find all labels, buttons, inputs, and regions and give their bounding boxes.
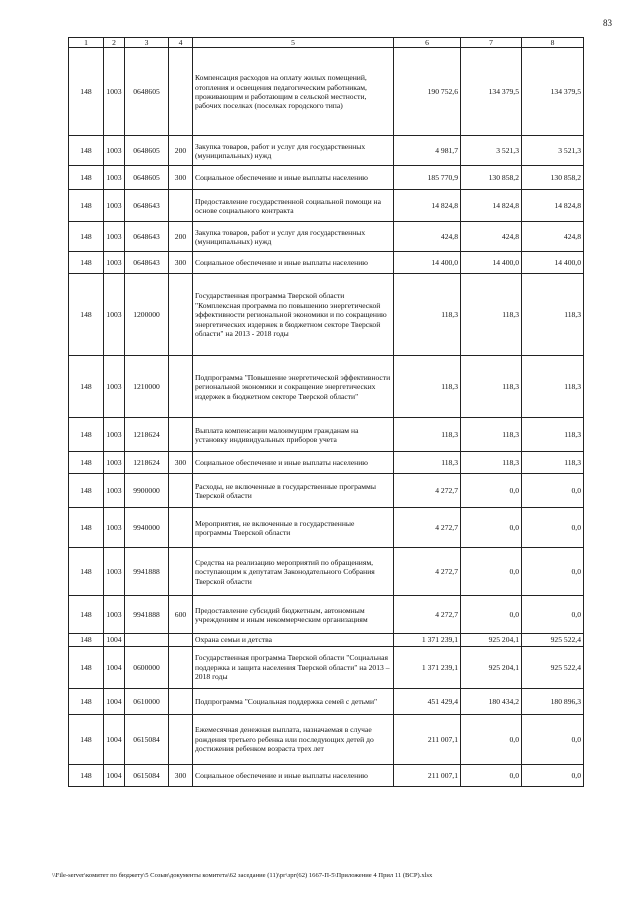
amount-cell-3: 134 379,5: [522, 48, 584, 136]
expense-type-cell: 200: [169, 222, 193, 252]
admin-code-cell: 148: [69, 222, 104, 252]
section-code-cell: 1004: [104, 764, 125, 786]
target-code-cell: 0648643: [125, 190, 169, 222]
header-cell: 7: [461, 38, 522, 48]
expense-type-cell: 300: [169, 764, 193, 786]
expense-type-cell: [169, 356, 193, 418]
description-cell: Предоставление государственной социальной помощи на основе социального контракта: [193, 190, 394, 222]
section-code-cell: 1004: [104, 714, 125, 764]
amount-cell-2: 3 521,3: [461, 136, 522, 166]
table-row: [69, 634, 584, 646]
header-cell: 6: [394, 38, 461, 48]
header-cell: 5: [193, 38, 394, 48]
amount-cell-1: 1 371 239,1: [394, 634, 461, 646]
amount-cell-1: 185 770,9: [394, 166, 461, 190]
target-code-cell: 9900000: [125, 474, 169, 508]
page-number: 83: [603, 18, 612, 28]
expense-type-cell: [169, 634, 193, 646]
section-code-cell: 1003: [104, 474, 125, 508]
amount-cell-3: 0,0: [522, 764, 584, 786]
amount-cell-3: 3 521,3: [522, 136, 584, 166]
section-code-cell: 1003: [104, 508, 125, 548]
header-cell: 1: [69, 38, 104, 48]
amount-cell-1: 211 007,1: [394, 764, 461, 786]
section-code-cell: 1003: [104, 452, 125, 474]
description-cell: Выплата компенсации малоимущим гражданам на установку индивидуальных приборов учета: [193, 418, 394, 452]
amount-cell-3: 14 400,0: [522, 252, 584, 274]
amount-cell-1: 14 400,0: [394, 252, 461, 274]
amount-cell-1: 4 272,7: [394, 474, 461, 508]
table-row: [69, 274, 584, 356]
table-row: [69, 166, 584, 190]
section-code-cell: 1004: [104, 646, 125, 688]
description-cell: Государственная программа Тверской области "Социальная поддержка и защита населения Тверской области" на 2013 – 2018 годы: [193, 646, 394, 688]
amount-cell-2: 0,0: [461, 548, 522, 596]
admin-code-cell: 148: [69, 136, 104, 166]
table-row: [69, 452, 584, 474]
admin-code-cell: 148: [69, 274, 104, 356]
amount-cell-2: 925 204,1: [461, 634, 522, 646]
amount-cell-3: 118,3: [522, 418, 584, 452]
admin-code-cell: 148: [69, 764, 104, 786]
section-code-cell: 1003: [104, 166, 125, 190]
amount-cell-1: 118,3: [394, 418, 461, 452]
description-cell: Ежемесячная денежная выплата, назначаемая в случае рождения третьего ребенка или последующих детей до достижения ребенком возраста трех лет: [193, 714, 394, 764]
target-code-cell: 0648605: [125, 166, 169, 190]
description-cell: Социальное обеспечение и иные выплаты населению: [193, 764, 394, 786]
amount-cell-2: 0,0: [461, 474, 522, 508]
amount-cell-2: 118,3: [461, 452, 522, 474]
expense-type-cell: [169, 418, 193, 452]
expense-type-cell: [169, 688, 193, 714]
admin-code-cell: 148: [69, 548, 104, 596]
target-code-cell: 0615084: [125, 714, 169, 764]
table-row: [69, 48, 584, 136]
header-cell: 3: [125, 38, 169, 48]
amount-cell-2: 424,8: [461, 222, 522, 252]
amount-cell-2: 14 824,8: [461, 190, 522, 222]
expense-type-cell: [169, 646, 193, 688]
header-cell: 2: [104, 38, 125, 48]
admin-code-cell: 148: [69, 688, 104, 714]
description-cell: Предоставление субсидий бюджетным, автономным учреждениям и иным некоммерческим организациям: [193, 596, 394, 634]
section-code-cell: 1004: [104, 634, 125, 646]
amount-cell-1: 14 824,8: [394, 190, 461, 222]
target-code-cell: 1218624: [125, 452, 169, 474]
amount-cell-2: 180 434,2: [461, 688, 522, 714]
target-code-cell: 9941888: [125, 596, 169, 634]
amount-cell-1: 1 371 239,1: [394, 646, 461, 688]
description-cell: Закупка товаров, работ и услуг для государственных (муниципальных) нужд: [193, 136, 394, 166]
table-row: [69, 252, 584, 274]
section-code-cell: 1003: [104, 356, 125, 418]
admin-code-cell: 148: [69, 418, 104, 452]
admin-code-cell: 148: [69, 634, 104, 646]
table-row: [69, 222, 584, 252]
target-code-cell: 0600000: [125, 646, 169, 688]
amount-cell-1: 451 429,4: [394, 688, 461, 714]
description-cell: Расходы, не включенные в государственные программы Тверской области: [193, 474, 394, 508]
amount-cell-1: 4 981,7: [394, 136, 461, 166]
description-cell: Социальное обеспечение и иные выплаты населению: [193, 166, 394, 190]
target-code-cell: 0648605: [125, 136, 169, 166]
section-code-cell: 1003: [104, 548, 125, 596]
amount-cell-2: 118,3: [461, 356, 522, 418]
description-cell: Подпрограмма "Повышение энергетической эффективности региональной экономики и сокращение энергетических издержек в бюджетном секторе Тверской области": [193, 356, 394, 418]
target-code-cell: 1200000: [125, 274, 169, 356]
amount-cell-1: 118,3: [394, 356, 461, 418]
admin-code-cell: 148: [69, 190, 104, 222]
admin-code-cell: 148: [69, 452, 104, 474]
budget-table: [68, 37, 584, 787]
target-code-cell: 0648643: [125, 222, 169, 252]
table-row: [69, 688, 584, 714]
target-code-cell: [125, 634, 169, 646]
amount-cell-3: 0,0: [522, 596, 584, 634]
section-code-cell: 1004: [104, 688, 125, 714]
amount-cell-2: 925 204,1: [461, 646, 522, 688]
target-code-cell: 0610000: [125, 688, 169, 714]
target-code-cell: 1210000: [125, 356, 169, 418]
admin-code-cell: 148: [69, 48, 104, 136]
amount-cell-3: 118,3: [522, 452, 584, 474]
amount-cell-2: 0,0: [461, 714, 522, 764]
amount-cell-1: 4 272,7: [394, 548, 461, 596]
file-path-footer: \\File-server\комитет по бюджету\5 Созыв\документы комитета\62 заседание (11)\рг\зрг(62) 1667-П-5\Приложение 4 Прил 11 (ВСР).xlsx: [52, 872, 433, 879]
amount-cell-2: 0,0: [461, 596, 522, 634]
amount-cell-3: 925 522,4: [522, 646, 584, 688]
amount-cell-2: 130 858,2: [461, 166, 522, 190]
amount-cell-3: 130 858,2: [522, 166, 584, 190]
section-code-cell: 1003: [104, 222, 125, 252]
amount-cell-1: 4 272,7: [394, 508, 461, 548]
target-code-cell: 0648605: [125, 48, 169, 136]
target-code-cell: 1218624: [125, 418, 169, 452]
section-code-cell: 1003: [104, 48, 125, 136]
target-code-cell: 9940000: [125, 508, 169, 548]
expense-type-cell: [169, 274, 193, 356]
expense-type-cell: 200: [169, 136, 193, 166]
admin-code-cell: 148: [69, 474, 104, 508]
table-row: [69, 714, 584, 764]
target-code-cell: 0648643: [125, 252, 169, 274]
amount-cell-1: 4 272,7: [394, 596, 461, 634]
amount-cell-3: 118,3: [522, 356, 584, 418]
description-cell: Государственная программа Тверской области "Комплексная программа по повышению энергетической эффективности региональной экономики и по сокращению энергетических издержек в бюджетном секторе Тверской области" на 2013 - 2018 годы: [193, 274, 394, 356]
expense-type-cell: 600: [169, 596, 193, 634]
expense-type-cell: [169, 548, 193, 596]
amount-cell-3: 0,0: [522, 508, 584, 548]
table-row: [69, 356, 584, 418]
amount-cell-2: 118,3: [461, 274, 522, 356]
table-row: [69, 136, 584, 166]
admin-code-cell: 148: [69, 646, 104, 688]
expense-type-cell: 300: [169, 452, 193, 474]
admin-code-cell: 148: [69, 252, 104, 274]
admin-code-cell: 148: [69, 508, 104, 548]
amount-cell-3: 14 824,8: [522, 190, 584, 222]
table-row: [69, 646, 584, 688]
expense-type-cell: 300: [169, 252, 193, 274]
amount-cell-1: 424,8: [394, 222, 461, 252]
description-cell: Средства на реализацию мероприятий по обращениям, поступающим к депутатам Законодательного Собрания Тверской области: [193, 548, 394, 596]
section-code-cell: 1003: [104, 418, 125, 452]
amount-cell-1: 190 752,6: [394, 48, 461, 136]
amount-cell-2: 0,0: [461, 508, 522, 548]
table-row: [69, 190, 584, 222]
expense-type-cell: [169, 474, 193, 508]
amount-cell-3: 180 896,3: [522, 688, 584, 714]
header-cell: 8: [522, 38, 584, 48]
section-code-cell: 1003: [104, 136, 125, 166]
amount-cell-3: 118,3: [522, 274, 584, 356]
description-cell: Охрана семьи и детства: [193, 634, 394, 646]
admin-code-cell: 148: [69, 714, 104, 764]
description-cell: Закупка товаров, работ и услуг для государственных (муниципальных) нужд: [193, 222, 394, 252]
table-row: [69, 418, 584, 452]
amount-cell-1: 118,3: [394, 452, 461, 474]
amount-cell-3: 925 522,4: [522, 634, 584, 646]
table-row: [69, 596, 584, 634]
amount-cell-1: 211 007,1: [394, 714, 461, 764]
description-cell: Подпрограмма "Социальная поддержка семей с детьми": [193, 688, 394, 714]
amount-cell-3: 0,0: [522, 548, 584, 596]
amount-cell-3: 424,8: [522, 222, 584, 252]
admin-code-cell: 148: [69, 166, 104, 190]
table-row: [69, 508, 584, 548]
expense-type-cell: [169, 508, 193, 548]
header-cell: 4: [169, 38, 193, 48]
amount-cell-3: 0,0: [522, 714, 584, 764]
amount-cell-3: 0,0: [522, 474, 584, 508]
amount-cell-2: 134 379,5: [461, 48, 522, 136]
description-cell: Мероприятия, не включенные в государственные программы Тверской области: [193, 508, 394, 548]
table-row: [69, 764, 584, 786]
table-row: [69, 548, 584, 596]
description-cell: Социальное обеспечение и иные выплаты населению: [193, 452, 394, 474]
header-row: [69, 38, 584, 48]
section-code-cell: 1003: [104, 596, 125, 634]
amount-cell-2: 0,0: [461, 764, 522, 786]
section-code-cell: 1003: [104, 190, 125, 222]
amount-cell-2: 118,3: [461, 418, 522, 452]
description-cell: Компенсация расходов на оплату жилых помещений, отопления и освещения педагогическим работникам, проживающим и работающим в сельской местности, рабочих поселках (поселках городского типа): [193, 48, 394, 136]
admin-code-cell: 148: [69, 596, 104, 634]
section-code-cell: 1003: [104, 252, 125, 274]
expense-type-cell: [169, 714, 193, 764]
section-code-cell: 1003: [104, 274, 125, 356]
expense-type-cell: 300: [169, 166, 193, 190]
target-code-cell: 9941888: [125, 548, 169, 596]
target-code-cell: 0615084: [125, 764, 169, 786]
description-cell: Социальное обеспечение и иные выплаты населению: [193, 252, 394, 274]
expense-type-cell: [169, 48, 193, 136]
admin-code-cell: 148: [69, 356, 104, 418]
expense-type-cell: [169, 190, 193, 222]
amount-cell-1: 118,3: [394, 274, 461, 356]
amount-cell-2: 14 400,0: [461, 252, 522, 274]
table-row: [69, 474, 584, 508]
